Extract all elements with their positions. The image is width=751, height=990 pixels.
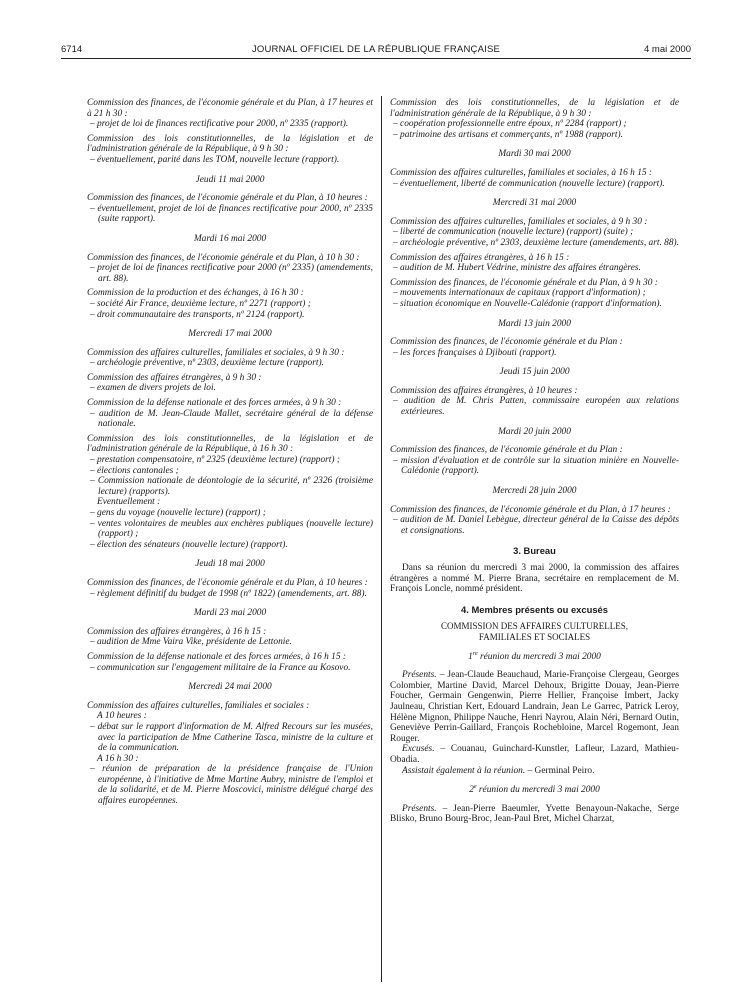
agenda-item: – les forces françaises à Djibouti (rapport).: [393, 347, 557, 358]
date-heading: Jeudi 18 mai 2000: [195, 559, 265, 570]
agenda-item: – audition de Mme Vaira Vike, présidente de Lettonie.: [90, 637, 292, 648]
agenda-block: [87, 253, 373, 285]
column-separator: [381, 96, 382, 982]
excused-members: [390, 744, 679, 765]
section-heading-members: 4. Membres présents ou excusés: [461, 603, 608, 615]
commission-heading: Commission des finances, de l'économie générale et du Plan, à 9 h 30 :: [390, 277, 658, 288]
present-members: [390, 804, 679, 825]
date-heading: Mardi 23 mai 2000: [193, 608, 267, 619]
agenda-item: – débat sur le rapport d'information de M. Alfred Recours sur les musées, avec la participation de Mme Catherine Tasca, ministre de la culture et de la communication.: [90, 721, 373, 754]
date-heading: Mardi 16 mai 2000: [193, 233, 267, 244]
agenda-block: [87, 134, 373, 166]
agenda-item: – audition de M. Hubert Védrine, ministre des affaires étrangères.: [393, 263, 641, 274]
agenda-block: [390, 445, 679, 477]
meeting-ordinal-suffix: e: [473, 783, 477, 790]
commission-heading: Commission de la défense nationale et des forces armées, à 16 h 15 :: [87, 651, 346, 662]
commission-heading: Commission des finances, de l'économie générale et du Plan, à 10 heures :: [87, 577, 368, 588]
agenda-block: [87, 398, 373, 430]
agenda-item: – mission d'évaluation et de contrôle sur la situation minière en Nouvelle-Calédonie (rapport).: [393, 455, 679, 477]
agenda-item: – élection des sénateurs (nouvelle lecture) (rapport).: [90, 539, 288, 550]
attending-names: – Germinal Peiro.: [525, 765, 595, 776]
commission-heading: Commission des affaires culturelles, familiales et sociales :: [87, 700, 310, 711]
date-heading: Mercredi 28 juin 2000: [492, 486, 577, 497]
meeting-title: réunion du mercredi 3 mai 2000: [476, 785, 600, 796]
agenda-item: – droit communautaire des transports, nº 2124 (rapport).: [90, 309, 305, 320]
agenda-block: [87, 627, 373, 648]
attending-members: [390, 766, 679, 777]
attending-label: Assistait également à la réunion.: [402, 765, 526, 776]
agenda-item: – élections cantonales ;: [90, 465, 179, 476]
date-heading: Jeudi 11 mai 2000: [195, 174, 265, 185]
agenda-block: [87, 193, 373, 225]
meeting-number: 2: [469, 785, 474, 796]
left-column: [87, 98, 373, 811]
page-header: [61, 44, 691, 58]
agenda-item: – projet de loi de finances rectificative pour 2000 (nº 2335) (amendements, art. 88).: [90, 263, 373, 284]
agenda-item: – ventes volontaires de meubles aux enchères publiques (nouvelle lecture) (rapport) ;: [90, 518, 373, 540]
date-heading: Jeudi 15 juin 2000: [499, 367, 570, 378]
agenda-item: – prestation compensatoire, nº 2325 (deuxième lecture) (rapport) ;: [90, 455, 340, 466]
agenda-item: – communication sur l'engagement militaire de la France au Kosovo.: [90, 662, 351, 673]
journal-title: JOURNAL OFFICIEL DE LA RÉPUBLIQUE FRANÇAISE: [251, 44, 501, 55]
agenda-item: – éventuellement, parité dans les TOM, nouvelle lecture (rapport).: [90, 154, 340, 165]
date-heading: Mercredi 31 mai 2000: [492, 198, 577, 209]
page-number: 6714: [61, 44, 83, 55]
agenda-item: – réunion de préparation de la présidence française de l'Union européenne, à l'initiative de Mme Martine Aubry, ministre de l'emploi et de la solidarité, et de M. Pierre Moscovici, ministre délégué chargé des affaires européennes.: [90, 764, 373, 807]
commission-heading: Commission des finances, de l'économie générale et du Plan, à 10 h 30 :: [87, 252, 360, 263]
agenda-item: – liberté de communication (nouvelle lecture) (rapport) (suite) ;: [393, 227, 634, 238]
agenda-block: [390, 278, 679, 310]
agenda-item: – société Air France, deuxième lecture, nº 2271 (rapport) ;: [90, 298, 311, 309]
excused-label: Excusés.: [402, 744, 435, 755]
agenda-block: [87, 348, 373, 369]
agenda-block: [390, 98, 679, 140]
agenda-subheading: Eventuellement :: [97, 497, 161, 508]
agenda-block: [390, 505, 679, 537]
agenda-item: – examen de divers projets de loi.: [90, 383, 216, 394]
agenda-item: – Commission nationale de déontologie de la sécurité, nº 2326 (troisième lecture) (rapports).: [90, 476, 373, 497]
issue-date: 4 mai 2000: [643, 44, 691, 55]
agenda-block: [87, 288, 373, 320]
agenda-block: [390, 337, 679, 358]
commission-heading: Commission des lois constitutionnelles, de la législation et de l'administration générale de la République, à 9 h 30 :: [390, 98, 679, 119]
agenda-item: – projet de loi de finances rectificative pour 2000, nº 2335 (rapport).: [90, 119, 349, 130]
commission-heading: Commission des lois constitutionnelles, de la législation et de l'administration générale de la République, à 16 h 30 :: [87, 433, 373, 455]
date-heading: Mardi 20 juin 2000: [498, 426, 571, 437]
header-rule: [61, 58, 691, 59]
commission-heading: Commission des affaires étrangères, à 16 h 15 :: [390, 252, 570, 263]
agenda-block: [87, 434, 373, 551]
commission-name-line: COMMISSION DES AFFAIRES CULTURELLES,: [440, 621, 629, 632]
agenda-block: [390, 386, 679, 418]
commission-heading: Commission des finances, de l'économie générale et du Plan, à 10 heures :: [87, 193, 368, 204]
commission-heading: Commission de la production et des échanges, à 16 h 30 :: [87, 288, 304, 299]
agenda-block: [87, 652, 373, 673]
commission-heading: Commission des affaires culturelles, familiales et sociales, à 9 h 30 :: [390, 216, 648, 227]
agenda-item: – gens du voyage (nouvelle lecture) (rapport) ;: [90, 508, 266, 518]
agenda-item: – audition de M. Chris Patten, commissaire européen aux relations extérieures.: [393, 396, 679, 418]
meeting-number: 1: [468, 651, 473, 662]
date-heading: Mercredi 17 mai 2000: [188, 329, 272, 340]
agenda-block: [87, 578, 373, 599]
agenda-item: – éventuellement, liberté de communication (nouvelle lecture) (rapport).: [393, 178, 665, 189]
commission-heading: Commission des finances, de l'économie générale et du Plan, à 17 heures :: [390, 504, 671, 515]
date-heading: Mardi 30 mai 2000: [498, 149, 571, 160]
agenda-item: – règlement définitif du budget de 1998 (nº 1822) (amendements, art. 88).: [90, 588, 367, 599]
meeting-heading: [390, 785, 679, 796]
commission-heading: Commission des affaires étrangères, à 16 h 15 :: [87, 626, 267, 637]
agenda-item: – archéologie préventive, nº 2303, deuxième lecture (rapport).: [90, 358, 324, 369]
meeting-heading: [390, 652, 679, 663]
date-heading: Mercredi 24 mai 2000: [188, 682, 272, 693]
commission-heading: Commission des affaires étrangères, à 10 heures :: [390, 385, 578, 396]
commission-heading: Commission des affaires culturelles, familiales et sociales, à 9 h 30 :: [87, 347, 345, 358]
commission-name-line: FAMILIALES ET SOCIALES: [478, 631, 591, 642]
agenda-block: [87, 373, 373, 394]
present-label: Présents.: [402, 803, 437, 814]
agenda-block: [390, 253, 679, 274]
agenda-item: – audition de M. Jean-Claude Mallet, secrétaire général de la défense nationale.: [90, 408, 373, 430]
section-heading-bureau: 3. Bureau: [513, 545, 556, 557]
agenda-item: – situation économique en Nouvelle-Calédonie (rapport d'information).: [393, 298, 662, 309]
agenda-item: – éventuellement, projet de loi de finances rectificative pour 2000, nº 2335 (suite rapport).: [90, 203, 373, 225]
present-members: [390, 670, 679, 744]
agenda-item: – patrimoine des artisans et commerçants, nº 1988 (rapport).: [393, 129, 623, 140]
present-label: Présents.: [402, 670, 437, 681]
agenda-item: – audition de M. Daniel Lebègue, directeur général de la Caisse des dépôts et consignations.: [393, 515, 679, 536]
excused-names: – Couanau, Guinchard-Kunstler, Lafleur, Lazard, Mathieu-Obadia.: [390, 744, 679, 765]
commission-heading: Commission des lois constitutionnelles, de la législation et de l'administration générale de la République, à 9 h 30 :: [87, 133, 373, 155]
agenda-subheading: A 16 h 30 :: [97, 753, 139, 764]
agenda-item: – mouvements internationaux de capitaux (rapport d'information) ;: [393, 288, 646, 299]
agenda-block: [390, 168, 679, 189]
agenda-block: [390, 217, 679, 249]
agenda-item: – coopération professionnelle entre époux, nº 2284 (rapport) ;: [393, 119, 627, 130]
meeting-title: réunion du mercredi 3 mai 2000: [477, 651, 601, 662]
present-names: – Jean-Pierre Baeumler, Yvette Benayoun-Nakache, Serge Blisko, Bruno Bourg-Broc, Jean-Paul Bret, Michel Charzat,: [390, 803, 679, 825]
present-names: – Jean-Claude Beauchaud, Marie-Françoise Clergeau, Georges Colombier, Martine David, Marcel Dehoux, Brigitte Douay, Jean-Pierre Foucher, Germain Gengenwin, Pierre Hellier, Françoise Imbert, Jacky Jaulneau, Christian Kert, Edouard Landrain, Jean Le Garrec, Patrick Leroy, Hélène Mignon, Philippe Nauche, Henri Nayrou, Alain Néri, Bernard Outin, Geneviève Perrin-Gaillard, François Rochebloine, Marcel Rogemont, Jean Rouger.: [390, 670, 679, 744]
agenda-block: [87, 98, 373, 130]
commission-heading: Commission des finances, de l'économie générale et du Plan, à 17 heures et à 21 h 30 :: [87, 98, 373, 119]
commission-heading: Commission des finances, de l'économie générale et du Plan :: [390, 337, 623, 348]
commission-heading: Commission des finances, de l'économie générale et du Plan :: [390, 445, 623, 456]
agenda-subheading: A 10 heures :: [97, 711, 147, 722]
commission-heading: Commission des affaires étrangères, à 9 h 30 :: [87, 372, 262, 383]
commission-heading: Commission de la défense nationale et des forces armées, à 9 h 30 :: [87, 398, 342, 409]
commission-heading: Commission des affaires culturelles, familiales et sociales, à 16 h 15 :: [390, 167, 653, 178]
bureau-paragraph: Dans sa réunion du mercredi 3 mai 2000, la commission des affaires étrangères a nommé M. Pierre Brana, secrétaire en remplacement de M. François Loncle, nommé président.: [390, 563, 679, 595]
right-column: [390, 98, 679, 825]
date-heading: Mardi 13 juin 2000: [498, 318, 571, 329]
meeting-ordinal-suffix: re: [472, 650, 478, 657]
agenda-block: [87, 701, 373, 807]
agenda-item: – archéologie préventive, nº 2303, deuxième lecture (amendements, art. 88).: [393, 237, 679, 248]
